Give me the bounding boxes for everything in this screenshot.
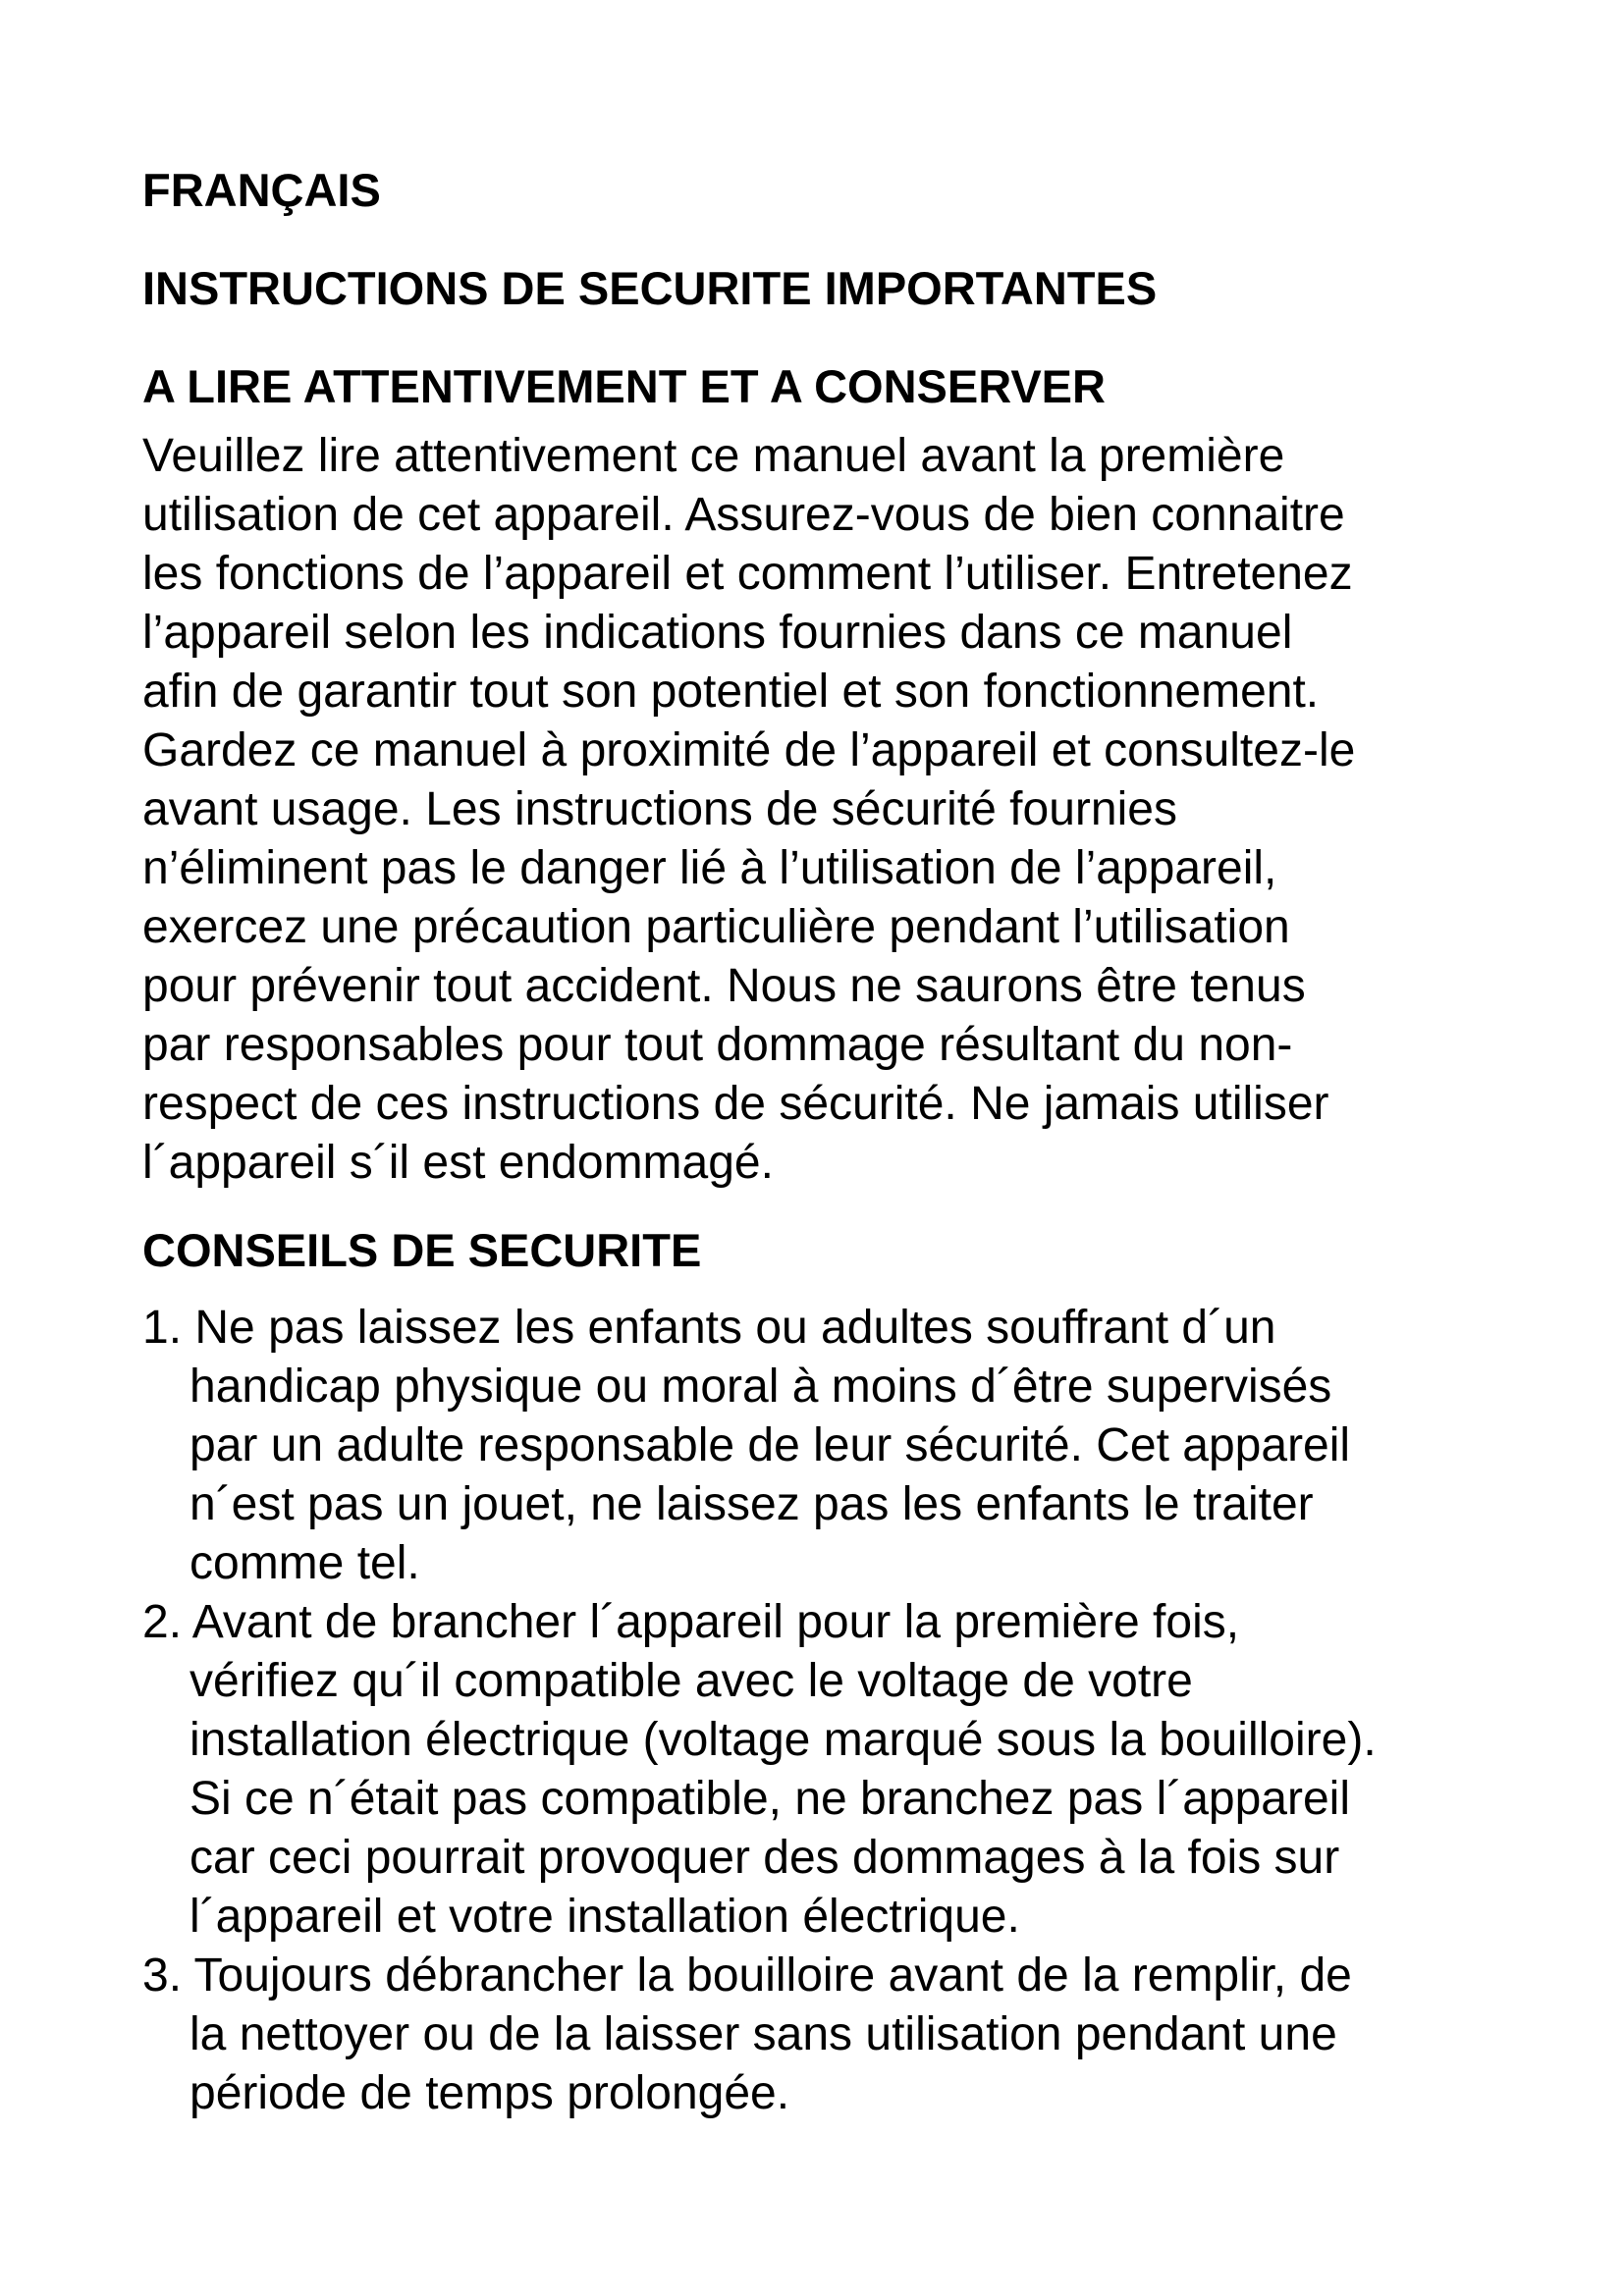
list-item <box>142 1299 1497 1593</box>
list-item-line: Si ce n´était pas compatible, ne branchez pas l´appareil <box>189 1773 1350 1825</box>
intro-line: avant usage. Les instructions de sécurité fournies <box>142 783 1177 835</box>
intro-line: utilisation de cet appareil. Assurez-vous de bien connaitre <box>142 489 1345 541</box>
intro-line: pour prévenir tout accident. Nous ne saurons être tenus <box>142 960 1306 1012</box>
intro-line: les fonctions de l’appareil et comment l’utiliser. Entretenez <box>142 548 1353 600</box>
intro-line: par responsables pour tout dommage résultant du non- <box>142 1019 1293 1071</box>
list-item-line: comme tel. <box>189 1537 420 1589</box>
list-item-line: la nettoyer ou de la laisser sans utilisation pendant une <box>189 2008 1337 2060</box>
section-heading: CONSEILS DE SECURITE <box>142 1224 702 1276</box>
list-item-line: l´appareil et votre installation électrique. <box>189 1891 1020 1943</box>
intro-line: Gardez ce manuel à proximité de l’appareil et consultez-le <box>142 724 1356 776</box>
list-item-line: par un adulte responsable de leur sécurité. Cet appareil <box>189 1419 1351 1471</box>
intro-line: l’appareil selon les indications fournies dans ce manuel <box>142 607 1293 659</box>
list-item-line: 1. Ne pas laissez les enfants ou adultes souffrant d´un <box>142 1302 1276 1354</box>
list-item <box>142 1947 1497 2123</box>
list-item-line: 2. Avant de brancher l´appareil pour la première fois, <box>142 1596 1240 1648</box>
list-item <box>142 1593 1497 1947</box>
intro-line: afin de garantir tout son potentiel et son fonctionnement. <box>142 666 1320 718</box>
list-item-line: installation électrique (voltage marqué sous la bouilloire). <box>189 1714 1377 1766</box>
language-heading: FRANÇAIS <box>142 164 381 216</box>
intro-line: l´appareil s´il est endommagé. <box>142 1137 774 1189</box>
list-item-line: n´est pas un jouet, ne laissez pas les enfants le traiter <box>189 1478 1314 1530</box>
list-item-line: 3. Toujours débrancher la bouilloire avant de la remplir, de <box>142 1949 1352 2002</box>
intro-line: respect de ces instructions de sécurité. Ne jamais utiliser <box>142 1078 1329 1130</box>
list-item-line: vérifiez qu´il compatible avec le voltage de votre <box>189 1655 1193 1707</box>
list-item-line: handicap physique ou moral à moins d´être supervisés <box>189 1361 1332 1413</box>
intro-paragraph <box>142 427 1497 1193</box>
intro-line: n’éliminent pas le danger lié à l’utilisation de l’appareil, <box>142 842 1277 894</box>
safety-list <box>142 1299 1497 2123</box>
intro-line: exercez une précaution particulière pendant l’utilisation <box>142 901 1290 953</box>
list-item-line: car ceci pourrait provoquer des dommages à la fois sur <box>189 1832 1340 1884</box>
list-item-line: période de temps prolongée. <box>189 2067 790 2119</box>
document-title: INSTRUCTIONS DE SECURITE IMPORTANTES <box>142 262 1158 314</box>
document-subtitle: A LIRE ATTENTIVEMENT ET A CONSERVER <box>142 360 1106 412</box>
intro-line: Veuillez lire attentivement ce manuel avant la première <box>142 430 1285 482</box>
document-page <box>142 162 1497 2123</box>
